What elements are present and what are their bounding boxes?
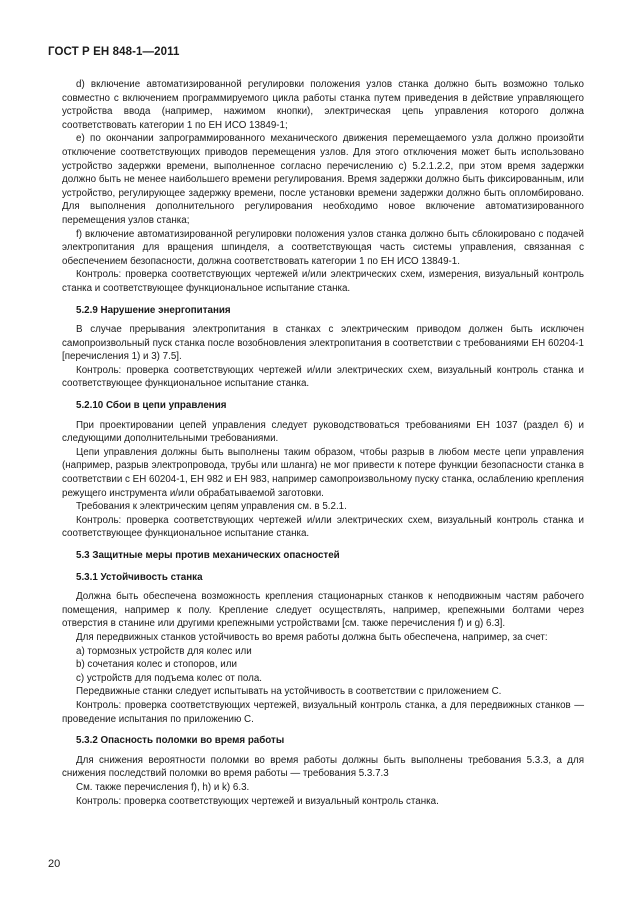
paragraph-control: Контроль: проверка соответствующих чертежей и/или электрических схем, визуальный контроль станка и соответствующее функциональное испытание станка. bbox=[62, 514, 584, 540]
section-heading-5-2-10: 5.2.10 Сбои в цепи управления bbox=[76, 400, 227, 412]
paragraph: Требования к электрическим цепям управления см. в 5.2.1. bbox=[76, 501, 347, 513]
paragraph: См. также перечисления f), h) и k) 6.3. bbox=[76, 781, 250, 793]
page-number: 20 bbox=[48, 858, 61, 870]
list-item-a: a) тормозных устройств для колес или bbox=[76, 645, 252, 657]
section-heading-5-3: 5.3 Защитные меры против механических опасностей bbox=[76, 550, 340, 561]
paragraph: Должна быть обеспечена возможность крепления стационарных станков к неподвижным частям рабочего помещения, например к полу. Крепление следует осуществлять, например, крепежными болтами через отверстия в станине или другими крепежными устройствами [см. также перечисления f) и g) 6.3]. bbox=[62, 591, 584, 630]
paragraph-control: Контроль: проверка соответствующих чертежей и/или электрических схем, визуальный контроль станка и соответствующее функциональное испытание станка. bbox=[62, 364, 584, 390]
paragraph: Цепи управления должны быть выполнены таким образом, чтобы разрыв в любом месте цепи управления (например, разрыв электропровода, трубы или шланга) не мог привести к потере функции безопасности станка в соответствии с ЕН 60204-1, ЕН 982 и ЕН 983, например самопроизвольному пуску станка, ослаблению крепления режущего инструмента и/или обрабатываемой заготовки. bbox=[62, 446, 584, 499]
paragraph: В случае прерывания электропитания в станках с электрическим приводом должен быть исключен самопроизвольный пуск станка после возобновления электропитания в соответствии с требованиями ЕН 60204-1 [перечисления 1) и 3) 7.5]. bbox=[62, 324, 584, 363]
paragraph-control: Контроль: проверка соответствующих чертежей и визуальный контроль станка. bbox=[76, 795, 439, 807]
list-item-c: c) устройств для подъема колес от пола. bbox=[76, 672, 262, 684]
paragraph-control: Контроль: проверка соответствующих чертежей, визуальный контроль станка, а для передвижных станков — проведение испытания по приложению С. bbox=[62, 699, 584, 725]
paragraph: При проектировании цепей управления следует руководствоваться требованиями ЕН 1037 (раздел 6) и следующими дополнительными требованиями. bbox=[62, 419, 584, 445]
document-body bbox=[62, 78, 584, 808]
paragraph: Для передвижных станков устойчивость во время работы должна быть обеспечена, например, за счет: bbox=[76, 631, 548, 643]
paragraph-item-e: e) по окончании запрограммированного механического движения перемещаемого узла должно произойти отключение соответствующих приводов перемещения узлов. Для этого отключения может быть использовано устройство задержки времени, выполненное согласно перечислению с) 5.2.1.2.2, при этом время задержки должно быть не менее наибольшего времени регулирования. Время задержки должно быть фиксированным, или устройство, регулирующее задержку времени, после установки времени задержки должно быть опломбировано. Для выполнения дополнительного регулирования необходимо новое включение автоматизированного перемещения узлов станка; bbox=[62, 133, 584, 226]
section-heading-5-3-2: 5.3.2 Опасность поломки во время работы bbox=[76, 735, 285, 747]
paragraph-control: Контроль: проверка соответствующих чертежей и/или электрических схем, измерения, визуальный контроль станка и соответствующее функциональное испытание станка. bbox=[62, 269, 584, 294]
list-item-b: b) сочетания колес и стопоров, или bbox=[76, 659, 237, 671]
section-heading-5-3-1: 5.3.1 Устойчивость станка bbox=[76, 571, 203, 583]
section-heading-5-2-9: 5.2.9 Нарушение энергопитания bbox=[76, 304, 231, 316]
paragraph: Передвижные станки следует испытывать на устойчивость в соответствии с приложением С. bbox=[76, 686, 502, 698]
paragraph-item-d: d) включение автоматизированной регулировки положения узлов станка должно быть возможно только совместно с включением программируемого цикла работы станка путем приведения в действие управляющего устройства ввода (например, нажимом кнопки), электрическая цепь управления которого должна соответствовать категории 1 по ЕН ИСО 13849-1; bbox=[62, 79, 584, 131]
paragraph: Для снижения вероятности поломки во время работы должны быть выполнены требования 5.3.3, а для снижения последствий поломки во время работы — требования 5.3.7.3 bbox=[62, 754, 584, 780]
paragraph-item-f: f) включение автоматизированной регулировки положения узлов станка должно быть сблокировано с подачей электропитания для вращения шпинделя, а соответствующая часть системы управления, связанная с обеспечением безопасности, должна соответствовать категории 1 по ЕН ИСО 13849-1. bbox=[62, 228, 584, 267]
standard-header: ГОСТ Р ЕН 848-1—2011 bbox=[48, 46, 180, 58]
